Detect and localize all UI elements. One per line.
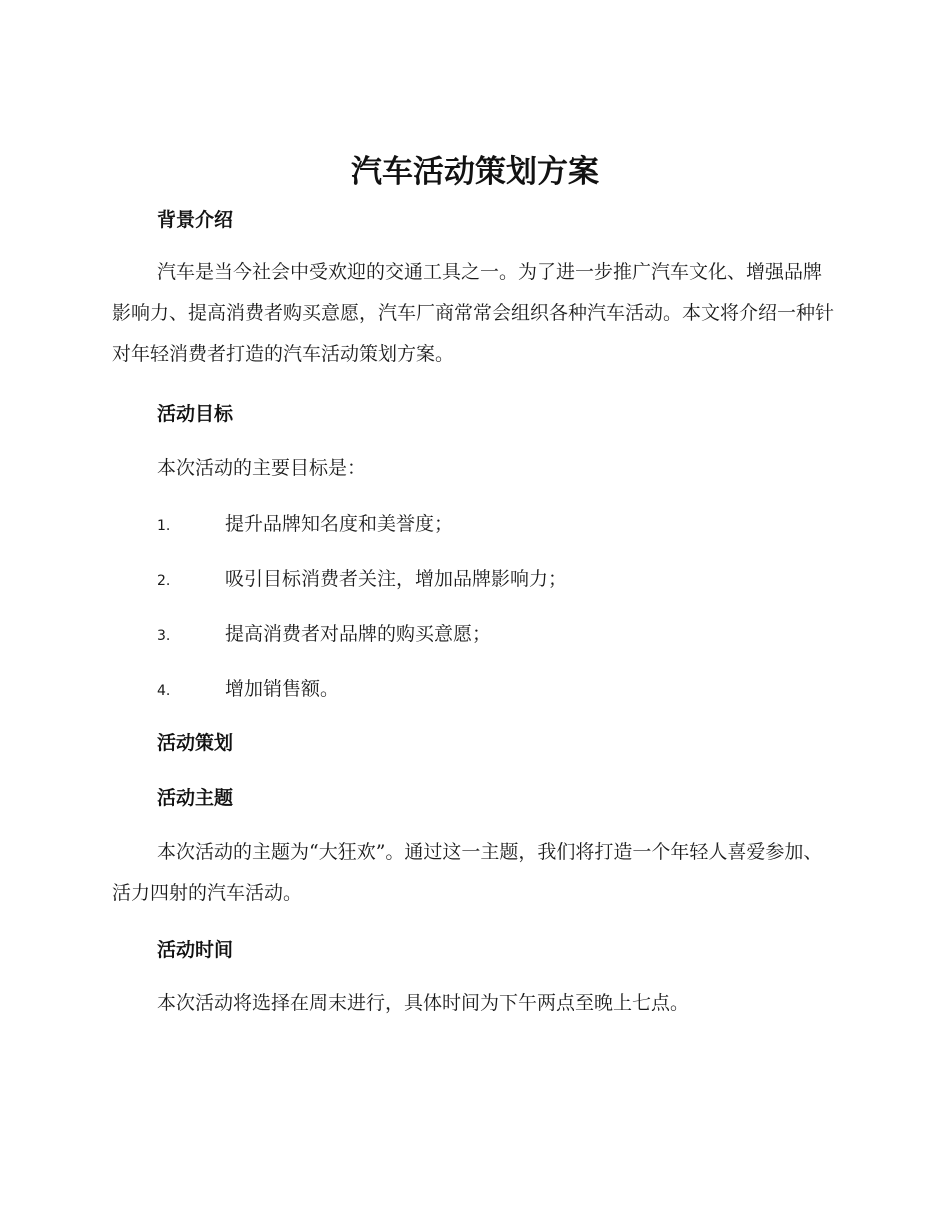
paragraph-goals-intro: 本次活动的主要目标是： [157, 457, 367, 479]
list-item-number: 2. [157, 573, 171, 589]
list-item-text: 提升品牌知名度和美誉度； [225, 513, 454, 535]
heading-theme: 活动主题 [157, 787, 234, 809]
heading-goals: 活动目标 [157, 403, 234, 425]
heading-background: 背景介绍 [157, 209, 234, 231]
list-item-number: 3. [157, 628, 171, 644]
list-item-number: 1. [157, 518, 171, 534]
paragraph-time: 本次活动将选择在周末进行，具体时间为下午两点至晚上七点。 [157, 992, 690, 1014]
document-title: 汽车活动策划方案 [351, 154, 599, 190]
paragraph-background: 汽车是当今社会中受欢迎的交通工具之一。为了进一步推广汽车文化、增强品牌影响力、提高消费者购买意愿，汽车厂商常常会组织各种汽车活动。本文将介绍一种针对年轻消费者打造的汽车活动策划方案。 [112, 261, 835, 365]
heading-time: 活动时间 [157, 939, 234, 961]
heading-planning: 活动策划 [157, 732, 234, 754]
list-item-number: 4. [157, 683, 171, 699]
paragraph-theme: 本次活动的主题为“大狂欢”。通过这一主题，我们将打造一个年轻人喜爱参加、活力四射的汽车活动。 [112, 841, 823, 904]
list-item-text: 增加销售额。 [225, 678, 340, 700]
list-item-text: 提高消费者对品牌的购买意愿； [225, 623, 492, 645]
list-item-text: 吸引目标消费者关注，增加品牌影响力； [225, 568, 568, 590]
